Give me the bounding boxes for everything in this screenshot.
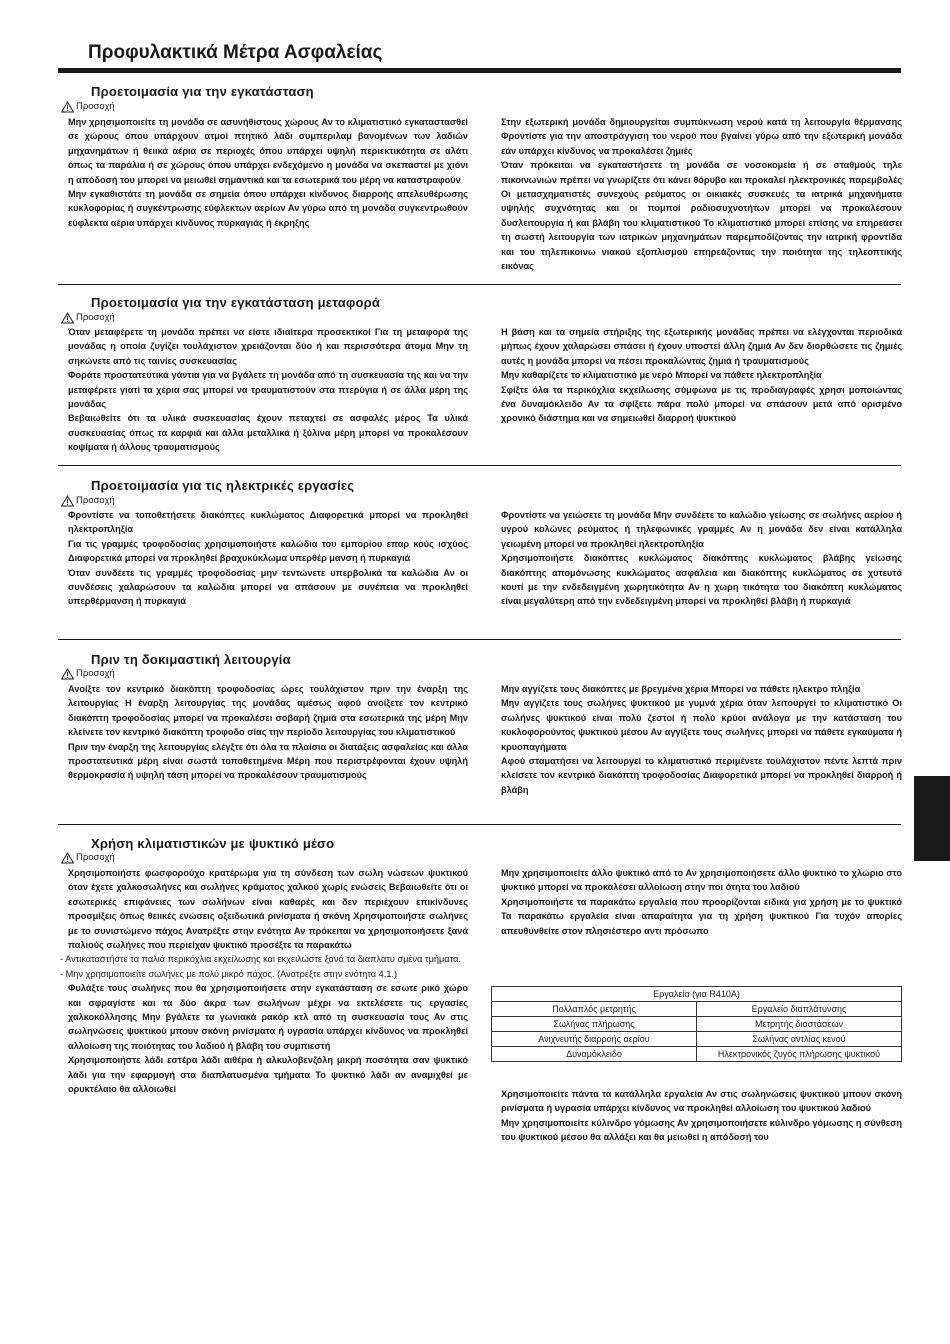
paragraph: Φροντίστε να τοποθετήσετε διακόπτες κυκλώματος Διαφορετικά μπορεί να προκληθεί ηλεκτροπληξία xyxy=(68,510,468,535)
section-divider xyxy=(58,284,901,285)
section-2-right-column xyxy=(501,325,902,426)
table-cell: Ανιχνευτής διαρροής αερίου xyxy=(492,1032,697,1047)
table-cell: Πολλαπλός μετρητής xyxy=(492,1002,697,1017)
table-header-row xyxy=(492,987,902,1002)
paragraph: Φροντίστε να γειώσετε τη μονάδα Μην συνδέετε το καλώδιο γείωσης σε σωλήνες αερίου ή υγρού κολώνες ρεύματος ή τηλεφωνικές γραμμές Αν η μονάδα δεν είναι κατάλληλα γειωμένη μπορεί να προκληθεί ηλεκτροπληξία xyxy=(501,510,902,549)
paragraph: Όταν συνδέετε τις γραμμές τροφοδοσίας μην τεντώνετε υπερβολικά τα καλώδια Αν οι συνδέσεις χαλαρώσουν τα καλώδια μπορεί να σπάσουν με συνέπεια να προκληθεί υπερθέρμανση ή πυρκαγιά xyxy=(68,567,468,607)
paragraph: Φυλάξτε τους σωλήνες που θα χρησιμοποιήσετε στην εγκατάσταση σε εσωτε ρικό χώρο και σφραγίστε και τα δύο άκρα των σωλήνων μέχρι να εκτελέσετε τις εργασίες χαλκοκόλλησης Μην βγάλετε τα γωνιακά ρακόρ κτλ από τη συσκευασία τους Αν στις σωληνώσεις ψυκτικού μπουν σκόνη ρινίσματα ή υγρασία υπάρχει κίνδυνος να προκληθεί αλλοίωση της ποιότητας του λαδιού ή βλάβη του συμπιεστή xyxy=(68,983,468,1051)
caution-text: Προσοχή xyxy=(76,668,115,679)
section-3-right-column xyxy=(501,508,902,609)
paragraph: Χρησιμοποιήστε διακόπτες κυκλώματος διακόπτης κυκλώματος βλάβης γείωσης διακόπτης απομόνωσης κυκλώματος ασφάλεια και διακόπτης κυκλώματος σε χυτευτό κουτί με την ενδεδειγμένη χωρητικότητα Αν η χωρη τικότητα του διακόπτη κυκλώματος είναι μεγαλύτερη από την ενδεδειγμένη μπορεί να προκληθεί βλάβη ή πυρκαγιά xyxy=(501,553,902,607)
section-tab-marker xyxy=(914,776,950,861)
section-divider xyxy=(58,824,901,825)
table-cell: Δυναμόκλειδο xyxy=(492,1047,697,1062)
caution-label xyxy=(61,667,115,680)
tools-table xyxy=(491,986,902,1062)
caution-label xyxy=(61,311,115,324)
paragraph: Μην χρησιμοποιείτε κύλινδρο γόμωσης Αν χρησιμοποιήσετε κύλινδρο γόμωσης η σύνθεση του ψυκτικού μέσου θα αλλάξει και θα μειωθεί η απόδοσή του xyxy=(501,1117,902,1143)
section-heading-electrical: Προετοιμασία για τις ηλεκτρικές εργασίες xyxy=(91,478,355,493)
section-2-left-column xyxy=(68,325,468,455)
caution-label xyxy=(61,851,115,864)
paragraph: Μην εγκαθιστάτε τη μονάδα σε σημεία όπου υπάρχει κίνδυνος διαρροής απελευθέρωσης κυκλοφορίας ή συγκέντρωσης εύφλεκτων αερίων Αν γύρω από τη μονάδα συγκεντρωθούν εύφλεκτα αέρια υπάρχει κίνδυνος πυρκαγιάς ή έκρηξης xyxy=(68,189,468,228)
section-5-right-column xyxy=(501,866,902,938)
section-heading-transport: Προετοιμασία για την εγκατάσταση μεταφορά xyxy=(91,295,381,310)
paragraph: Μην αγγίζετε τους διακόπτες με βρεγμένα χέρια Μπορεί να πάθετε ηλεκτρο πληξία xyxy=(501,684,861,694)
paragraph: Αφού σταματήσει να λειτουργεί το κλιματιστικό περιμένετε τουλάχιστον πέντε λεπτά πριν κλείσετε τον κεντρικό διακόπτη τροφοδοσίας Διαφορετικά μπορεί να προκληθεί διαρροή ή βλάβη xyxy=(501,756,902,795)
paragraph: Ανοίξτε τον κεντρικό διακόπτη τροφοδοσίας ώρες τουλάχιστον πριν την έναρξη της λειτουργίας Η έναρξη λειτουργίας της μονάδας αμέσως αφού ανοίξετε τον κεντρικό διακόπτη τροφοδοσίας μπορεί να προκαλέσει σοβαρή ζημιά στα εσωτερικά της μέρη Μην κλείνετε τον κεντρικό διακόπτη τροφοδο σίας την περίοδο λειτουργίας του κλιματιστικού xyxy=(68,684,468,738)
table-cell: Ηλεκτρονικός ζυγός πλήρωσης ψυκτικού xyxy=(697,1047,902,1062)
paragraph: Χρησιμοποιείτε πάντα τα κατάλληλα εργαλεία Αν στις σωληνώσεις ψυκτικού μπουν σκόνη ρινίσματα ή υγρασία υπάρχει κίνδυνος να προκληθεί αλλοίωση του ψυκτικού λαδιού xyxy=(501,1089,902,1114)
section-4-left-column xyxy=(68,682,468,783)
table-cell: Εργαλείο διαπλάτυνσης xyxy=(697,1002,902,1017)
section-1-left-column xyxy=(68,115,468,230)
section-4-right-column xyxy=(501,682,902,797)
table-cell: Μετρητής διαστάσεων xyxy=(697,1017,902,1032)
paragraph: Φοράτε προστατευτικά γάντια για να βγάλετε τη μονάδα από τη συσκευασία της και να την μεταφέρετε γιατί τα χέρια σας μπορεί να τραυματιστούν στα πτερύγια ή σε άλλα μέρη της μονάδας xyxy=(68,370,468,410)
section-1-right-column xyxy=(501,115,902,273)
table-cell: Σωλήνας πλήρωσης xyxy=(492,1017,697,1032)
paragraph: Όταν πρόκειται να εγκαταστήσετε τη μονάδα σε νοσοκομεία ή σε σταθμούς τηλε πικοινωνιών πρέπει να γνωρίζετε ότι κάνει θόρυβο και προκαλεί ηλεκτρονικές παρεμβολές Οι μετασχηματιστές συνεχούς ρεύματος οι οικιακές συσκευές τα ιατρικά μηχανήματα υψηλής συχνότητας και οι πομποί ραδιοσυχνοτήτων μπορεί να προκαλέσουν δυσλειτουργία ή και βλάβη του κλιματιστικού Το κλιματιστικό μπορεί επίσης να επηρεάσει τη σωστή λειτουργία των ιατρικών μηχανημάτων παρεμποδίζοντας την ιατρική φροντίδα και του τηλεπικοινω νιακού εξοπλισμού επηρεάζοντας την ποιότητα της τηλεοπτικής εικόνας xyxy=(501,160,902,272)
paragraph: Βεβαιωθείτε ότι τα υλικά συσκευασίας έχουν πεταχτεί σε ασφαλές μέρος Τα υλικά συσκευασίας όπως τα καρφιά και άλλα μεταλλικά ή ξύλινα μέρη μπορεί να προκαλέσουν κοψίματα ή άλλους τραυματισμούς xyxy=(68,413,468,453)
paragraph: Χρησιμοποιήστε φωσφορούχο κρατέρωμα για τη σύνδεση των σωλη νώσεων ψυκτικού όταν έχετε χαλκοσωλήνες και σωλήνες κράματος χαλκού χωρίς ενώσεις Βεβαιωθείτε ότι οι εσωτερικές επιφάνειες των σωλήνων είναι καθαρές και δεν περιέχουν επικίνδυνες προσμίξεις όπως θειικές ενώσεις οξειδωτικά ρινίσματα ή σκόνη Χρησιμοποιήστε σωλήνες με το συνιστώμενο πάχος Ανατρέξτε στην ενότητα Αν πρόκειται να χρησιμοποιήσετε ξανά παλιούς σωλήνες που περιείχαν ψυκτικό προσέξτε τα παρακάτω xyxy=(68,868,468,951)
table-row xyxy=(492,1047,902,1062)
caution-text: Προσοχή xyxy=(76,852,115,863)
paragraph: Μην αγγίζετε τους σωλήνες ψυκτικού με γυμνά χέρια όταν λειτουργεί το κλιματιστικό Οι σωλήνες ψυκτικού είναι πολύ ζεστοί ή πολύ κρύοι ανάλογα με την κατάσταση του κυκλοφορούντος ψυκτικού μέσου Αν αγγίξετε τους σωλήνες μπορεί να πάθετε εγκαύματα ή κρυοπαγήματα xyxy=(501,698,902,752)
section-heading-refrigerant: Χρήση κλιματιστικών με ψυκτικό μέσο xyxy=(91,836,335,851)
section-3-left-column xyxy=(68,508,468,609)
title-rule xyxy=(58,68,901,73)
warning-icon xyxy=(61,312,74,324)
section-heading-installation-prep: Προετοιμασία για την εγκατάσταση xyxy=(91,84,314,99)
table-row xyxy=(492,1017,902,1032)
paragraph: Χρησιμοποιήστε τα παρακάτω εργαλεία που προορίζονται ειδικά για χρήση με το ψυκτικό Τα παρακάτω εργαλεία είναι απαραίτητα για τη χρήση ψυκτικού Για τυχόν απορίες απευθυνθείτε στον πλησιέστερο αντι πρόσωπο xyxy=(501,896,902,936)
paragraph: Στην εξωτερική μονάδα δημιουργείται συμπύκνωση νερού κατά τη λειτουργία θέρμανσης Φροντίστε για την αποστράγγιση του νερού που βγαίνει γύρω από την εξωτερική μονάδα εάν υπάρχει κίνδυνος να προκαλέσει ζημιές xyxy=(501,117,902,156)
warning-icon xyxy=(61,852,74,864)
page-title: Προφυλακτικά Μέτρα Ασφαλείας xyxy=(88,42,383,63)
caution-text: Προσοχή xyxy=(76,101,115,112)
caution-text: Προσοχή xyxy=(76,495,115,506)
warning-icon xyxy=(61,101,74,113)
table-row xyxy=(492,1032,902,1047)
caution-label xyxy=(61,494,115,507)
caution-text: Προσοχή xyxy=(76,312,115,323)
paragraph: Χρησιμοποιήστε λάδι εστέρα λάδι αιθέρα ή αλκυλοβενζόλη μικρή ποσότητα σαν ψυκτικό λάδι για την εφαρμογή στα διαπλατυσμένα τμήματα Το ψυκτικό λάδι αν αναμιχθεί με ορυκτέλαιο θα αλλοιωθεί xyxy=(68,1055,468,1095)
section-5-left-column xyxy=(60,866,468,1097)
section-divider xyxy=(58,639,901,640)
table-header: Εργαλεία (για R410A) xyxy=(492,987,902,1002)
paragraph: Σφίξτε όλα τα περικόχλια εκχείλωσης σύμφωνα με τις προδιαγραφές χρησι μοποιώντας ένα δυναμόκλειδο Αν τα σφίξετε πάρα πολύ μπορεί να σπάσουν μετά από ορισμένο χρονικό διάστημα και να σημειωθεί διαρροή ψυκτικού xyxy=(501,384,902,424)
warning-icon xyxy=(61,668,74,680)
caution-label xyxy=(61,100,115,113)
table-row xyxy=(492,1002,902,1017)
section-5-right-column-after-table xyxy=(501,1087,902,1145)
paragraph: Μην χρησιμοποιείτε τη μονάδα σε ασυνήθιστους χώρους Αν το κλιματιστικό εγκαταστασθεί σε χώρους όπου υπάρχουν ατμοί πτητικό λάδι συμπεριλαμ βανομένων των λαδιών μηχανημάτων ή θειικά αέρια σε περιοχές όπου υπάρχει υψηλή περιεκτικότητα σε αλάτι όπως τα παράλια ή σε χώρους όπου υπάρχει ενδεχόμενο η μονάδα να σκεπαστεί με χιόνι η απόδοσή του μπορεί να μειωθεί σημαντικά και τα εσωτερικά του μέρη να καταστραφούν xyxy=(68,117,468,185)
paragraph: Η βάση και τα σημεία στήριξης της εξωτερικής μονάδας πρέπει να ελέγχονται περιοδικά μήπως έχουν χαλαρώσει σπάσει ή έχουν υποστεί άλλη ζημιά Αν δεν διορθώσετε τις ζημιές αυτές η μονάδα μπορεί να πέσει προκαλώντας ζημιά ή τραυματισμούς xyxy=(501,327,902,366)
paragraph: Μην καθαρίζετε το κλιματιστικό με νερό Μπορεί να πάθετε ηλεκτροπληξία xyxy=(501,370,822,381)
section-divider xyxy=(58,465,901,466)
paragraph: Μην χρησιμοποιείτε άλλο ψυκτικό από το Αν χρησιμοποιήσετε άλλο ψυκτικό το χλώριο στο ψυκτικό μπορεί να προκαλέσει αλλοίωση στην ποι ότητα του λαδιού xyxy=(501,868,902,893)
warning-icon xyxy=(61,495,74,507)
paragraph: Πριν την έναρξη της λειτουργίας ελέγξτε ότι όλα τα πλαίσια οι διατάξεις ασφαλείας και άλλα προστατευτικά μέρη είναι σωστά τοποθετημένα Μέρη που περιστρέφονται έχουν υψηλή θερμοκρασία ή υψηλή τάση μπορεί να προκαλέσουν τραυματισμούς xyxy=(68,741,468,781)
paragraph: Όταν μεταφέρετε τη μονάδα πρέπει να είστε ιδιαίτερα προσεκτικοί Για τη μεταφορά της μονάδας η οποία ζυγίζει τουλάχιστον χρειάζονται δύο ή και περισσότερα άτομα Μην τη σηκώνετε από τις ταινίες συσκευασίας xyxy=(68,327,468,366)
table-cell: Σωλήνας αντλίας κενού xyxy=(697,1032,902,1047)
dash-list-item: - Αντικαταστήστε τα παλιά περικόχλια εκχείλωσης και εκχειλώστε ξανά τα διαπλατυ σμένα τμήματα. xyxy=(60,954,461,965)
section-heading-test-run: Πριν τη δοκιμαστική λειτουργία xyxy=(91,652,291,667)
dash-list-item: - Μην χρησιμοποιείτε σωλήνες με πολύ μικρό πάχος. (Ανατρέξτε στην ενότητα 4.1.) xyxy=(60,968,398,979)
paragraph: Για τις γραμμές τροφοδοσίας χρησιμοποιήστε καλώδια του εμπορίου επαρ κούς ισχύος Διαφορετικά μπορεί να προκληθεί βραχυκύκλωμα υπερθέρ μανση ή πυρκαγιά xyxy=(68,538,468,564)
